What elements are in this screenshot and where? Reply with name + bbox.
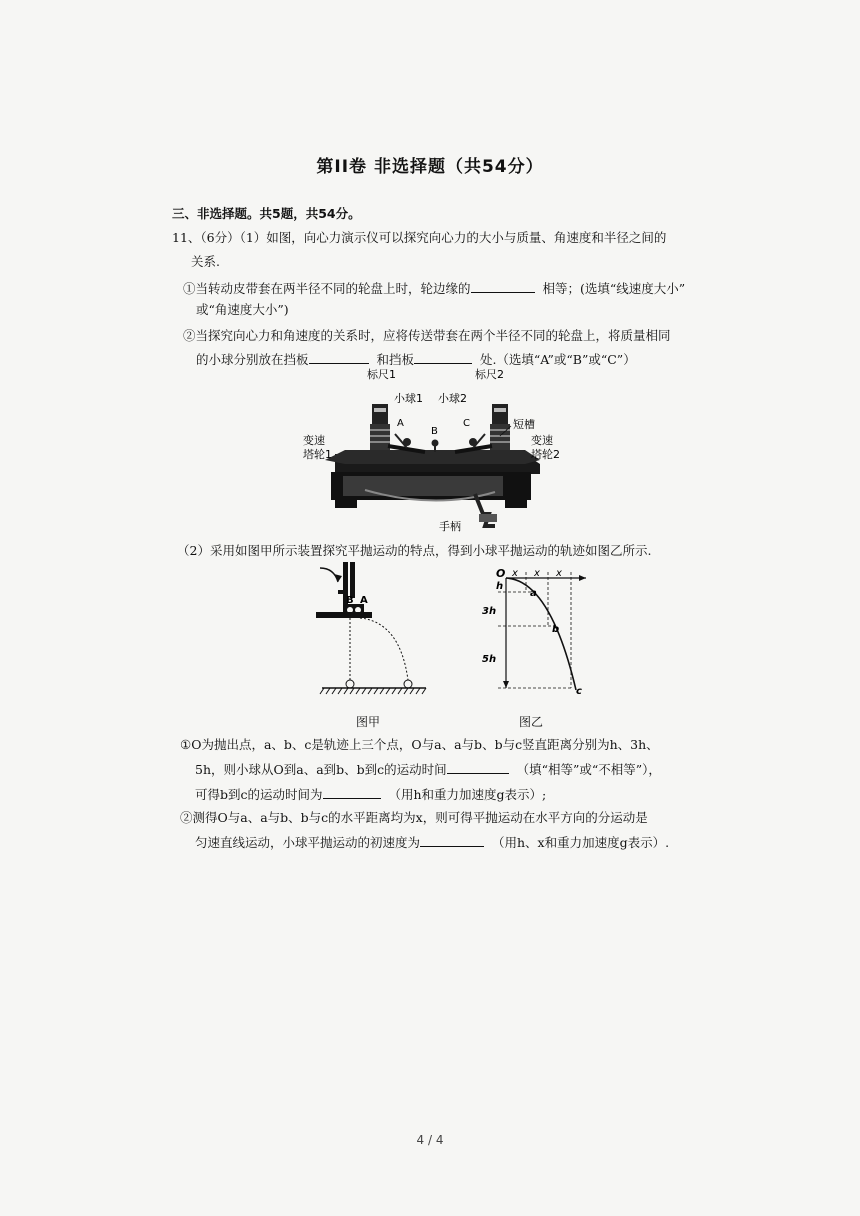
x-label-1: x: [512, 568, 518, 579]
answer-blank-2[interactable]: [309, 351, 369, 364]
q11-s1-text-b: 5h，则小球从O到a、a到b、b到c的运动时间: [195, 762, 447, 777]
answer-blank-5[interactable]: [323, 786, 381, 799]
point-b-label: b: [552, 624, 560, 635]
ruler2-label: 标尺2: [475, 368, 504, 381]
q11-intro-line2: 关系.: [191, 254, 220, 269]
ball-A-label: A: [360, 595, 368, 606]
origin-O-label: O: [496, 567, 506, 580]
ball1-label: 小球1: [394, 392, 423, 405]
page-title: 第II卷 非选择题（共54分）: [316, 157, 544, 177]
h-label: h: [496, 581, 504, 592]
ruler1-label: 标尺1: [367, 368, 396, 381]
q11-p1-line2: 或“角速度大小”): [196, 302, 289, 317]
baffle-A-label: A: [397, 418, 404, 429]
centripetal-apparatus-figure: [295, 364, 560, 536]
ball-B-label: B: [346, 595, 354, 606]
caption-jia: 图甲: [356, 715, 381, 729]
q11-intro-line1: 11、（6分）（1）如图，向心力演示仪可以探究向心力的大小与质量、角速度和半径之间的: [172, 230, 667, 245]
q11-s2-text-b: 匀速直线运动，小球平抛运动的初速度为: [195, 835, 421, 850]
wheel2-label-a: 变速: [531, 434, 553, 447]
point-a-label: a: [530, 588, 537, 599]
figure-jia-apparatus: [310, 560, 436, 710]
caption-yi: 图乙: [519, 715, 544, 729]
q11-p1-text-b: 相等；(选填“线速度大小”: [542, 281, 686, 296]
handle-label: 手柄: [439, 520, 461, 533]
wheel1-label-b: 塔轮1: [303, 448, 332, 461]
wheel2-label-b: 塔轮2: [531, 448, 560, 461]
q11-p1-line1: [183, 280, 685, 297]
wheel1-label-a: 变速: [303, 434, 325, 447]
q11-p2-text-c: 和挡板: [376, 352, 414, 367]
q11-s1-text-e: （用h和重力加速度g表示）;: [388, 787, 547, 802]
q11-p2-text-b: 的小球分别放在挡板: [196, 352, 309, 367]
x-label-2: x: [534, 568, 540, 579]
answer-blank-3[interactable]: [414, 351, 472, 364]
short-slot-label: 短槽: [513, 418, 535, 431]
q11-p2-line1: ②当探究向心力和角速度的关系时，应将传送带套在两个半径不同的轮盘上，将质量相同: [183, 328, 671, 343]
answer-blank-1[interactable]: [471, 280, 535, 293]
baffle-B-label: B: [431, 426, 438, 437]
q11-s1-line1: ①O为抛出点，a、b、c是轨迹上三个点，O与a、a与b、b与c竖直距离分别为h、3h、: [180, 737, 659, 752]
answer-blank-6[interactable]: [420, 834, 484, 847]
q11-p1-text-a: ①当转动皮带套在两半径不同的轮盘上时，轮边缘的: [183, 281, 471, 296]
h5-label: 5h: [482, 654, 497, 665]
x-label-3: x: [556, 568, 562, 579]
page-number: 4 / 4: [416, 1133, 444, 1147]
ball2-label: 小球2: [438, 392, 467, 405]
point-c-label: c: [576, 686, 582, 697]
answer-blank-4[interactable]: [447, 761, 509, 774]
q11-s2-line2: [195, 834, 669, 851]
q11-s2-line1: ②测得O与a、a与b、b与c的水平距离均为x，则可得平抛运动在水平方向的分运动是: [180, 810, 648, 825]
q11-part2-line: （2）采用如图甲所示装置探究平抛运动的特点，得到小球平抛运动的轨迹如图乙所示.: [177, 543, 652, 558]
figure-yi-trajectory: [476, 562, 596, 702]
section-heading: 三、非选择题。共5题，共54分。: [172, 206, 361, 221]
q11-p2-text-d: 处.（选填“A”或“B”或“C”）: [479, 352, 636, 367]
q11-s1-line3: [195, 786, 546, 803]
q11-s2-text-c: （用h、x和重力加速度g表示）.: [491, 835, 670, 850]
baffle-C-label: C: [463, 418, 470, 429]
h3-label: 3h: [482, 606, 497, 617]
q11-s1-text-d: 可得b到c的运动时间为: [195, 787, 323, 802]
q11-s1-line2: [195, 761, 661, 778]
q11-s1-text-c: （填“相等”或“不相等”），: [516, 762, 661, 777]
